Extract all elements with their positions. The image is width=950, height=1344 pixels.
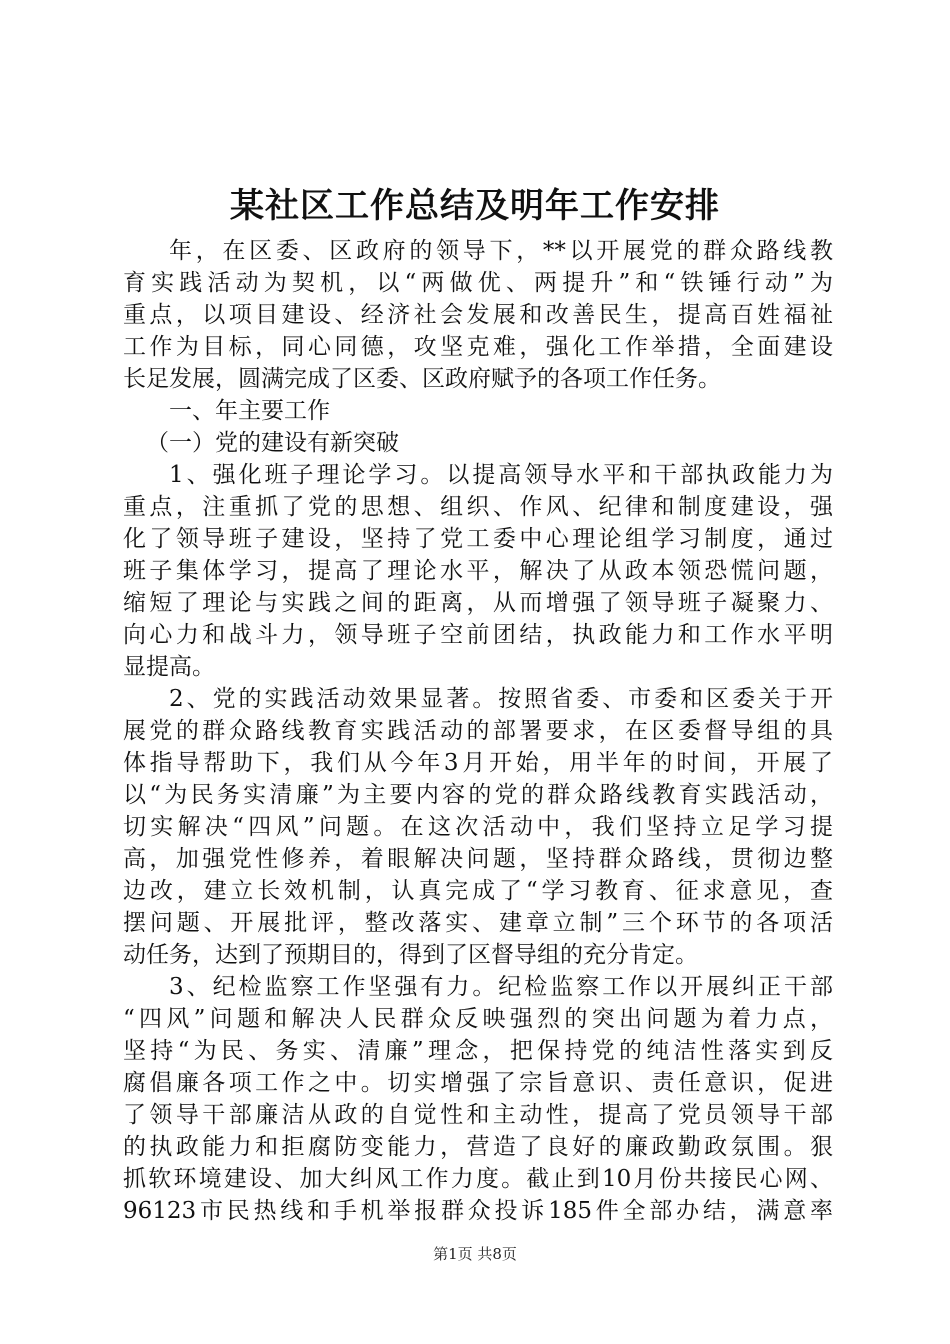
body-line: 边改，建立长效机制，认真完成了“学习教育、征求意见，查	[123, 878, 833, 904]
body-line: 切实解决“四风”问题。在这次活动中，我们坚持立足学习提	[123, 814, 833, 840]
body-line: 摆问题、开展批评，整改落实、建章立制”三个环节的各项活	[123, 910, 833, 936]
body-line: 以“为民务实清廉”为主要内容的党的群众路线教育实践活动，	[123, 782, 833, 808]
body-line: 的执政能力和拒腐防变能力，营造了良好的廉政勤政氛围。狠	[123, 1134, 833, 1160]
document-title: 某社区工作总结及明年工作安排	[230, 186, 720, 226]
document-body	[123, 235, 833, 1227]
body-line: 展党的群众路线教育实践活动的部署要求，在区委督导组的具	[123, 718, 833, 744]
body-line: 化了领导班子建设，坚持了党工委中心理论组学习制度，通过	[123, 526, 833, 552]
body-line: 腐倡廉各项工作之中。切实增强了宗旨意识、责任意识，促进	[123, 1070, 833, 1096]
body-line: 抓软环境建设、加大纠风工作力度。截止到10月份共接民心网、	[123, 1166, 833, 1192]
body-line: 96123市民热线和手机举报群众投诉185件全部办结，满意率	[123, 1198, 833, 1224]
body-line: 坚持“为民、务实、清廉”理念，把保持党的纯洁性落实到反	[123, 1038, 833, 1064]
body-line: 重点，以项目建设、经济社会发展和改善民生，提高百姓福祉	[123, 302, 833, 328]
body-line: 显提高。	[123, 654, 215, 680]
body-line: 缩短了理论与实践之间的距离，从而增强了领导班子凝聚力、	[123, 590, 833, 616]
body-line: 长足发展，圆满完成了区委、区政府赋予的各项工作任务。	[123, 366, 721, 392]
body-line: 高，加强党性修养，着眼解决问题，坚持群众路线，贯彻边整	[123, 846, 833, 872]
body-line: 1、强化班子理论学习。以提高领导水平和干部执政能力为	[169, 462, 833, 488]
body-line: “四风”问题和解决人民群众反映强烈的突出问题为着力点，	[123, 1006, 833, 1032]
body-line: 3、纪检监察工作坚强有力。纪检监察工作以开展纠正干部	[169, 974, 833, 1000]
body-line: 工作为目标，同心同德，攻坚克难，强化工作举措，全面建设	[123, 334, 833, 360]
body-line: 了领导干部廉洁从政的自觉性和主动性，提高了党员领导干部	[123, 1102, 833, 1128]
body-line: 育实践活动为契机，以“两做优、两提升”和“铁锤行动”为	[123, 270, 833, 296]
body-line: 向心力和战斗力，领导班子空前团结，执政能力和工作水平明	[123, 622, 833, 648]
body-line: 重点，注重抓了党的思想、组织、作风、纪律和制度建设，强	[123, 494, 833, 520]
body-line: 年，在区委、区政府的领导下，**以开展党的群众路线教	[169, 238, 833, 264]
page-footer: 第1页 共8页	[433, 1245, 517, 1263]
body-line: 体指导帮助下，我们从今年3月开始，用半年的时间，开展了	[123, 750, 833, 776]
body-line: 2、党的实践活动效果显著。按照省委、市委和区委关于开	[169, 686, 833, 712]
body-line: 班子集体学习，提高了理论水平，解决了从政本领恐慌问题，	[123, 558, 833, 584]
body-line: 一、年主要工作	[169, 398, 330, 424]
body-line: （一）党的建设有新突破	[146, 430, 399, 456]
body-line: 动任务，达到了预期目的，得到了区督导组的充分肯定。	[123, 942, 698, 968]
